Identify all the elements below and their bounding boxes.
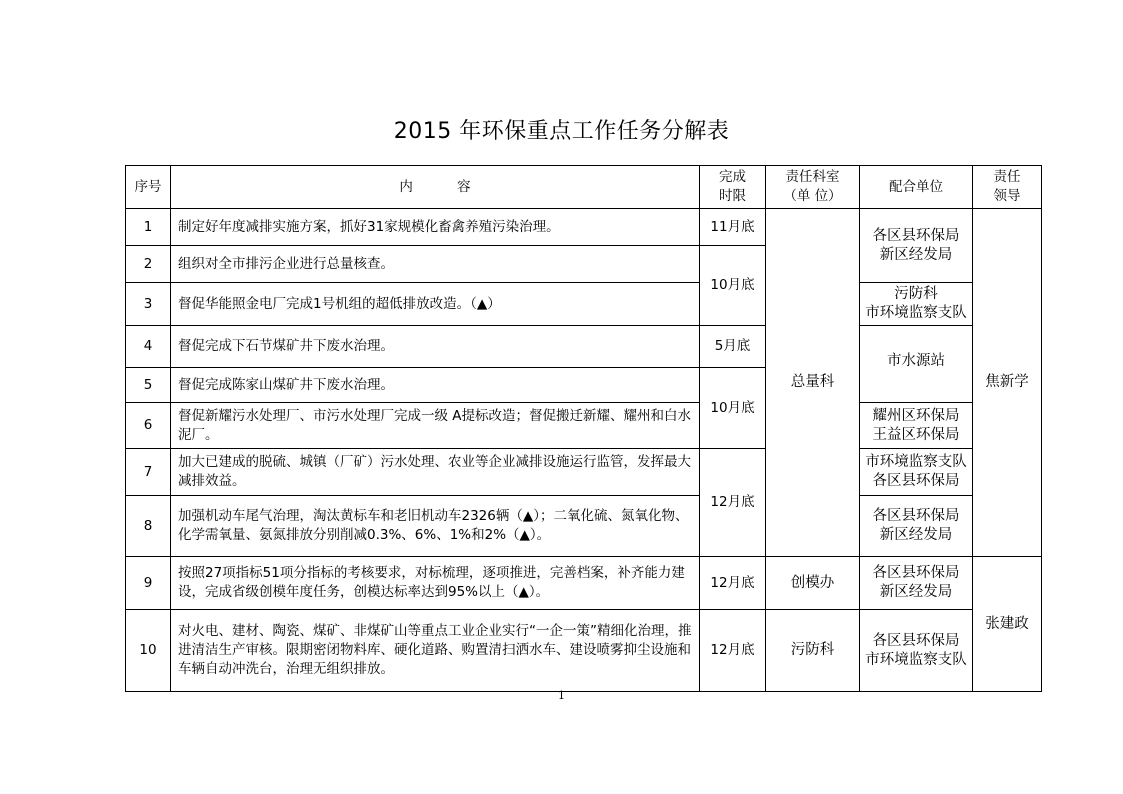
table-header-row	[126, 166, 1042, 209]
row-coop	[860, 449, 973, 496]
coop-line: 市环境监察支队	[865, 305, 967, 321]
row-content: 对火电、建材、陶瓷、煤矿、非煤矿山等重点工业企业实行“一企一策”精细化治理，推进清洁生产审核。限期密闭物料库、硬化道路、购置清扫洒水车、建设喷雾抑尘设施和车辆自动冲洗台，治理无组织排放。	[171, 610, 700, 692]
header-deadline-line2: 时限	[719, 188, 746, 204]
coop-line: 各区县环保局	[872, 565, 960, 581]
header-deadline	[700, 166, 766, 209]
table-row	[126, 557, 1042, 610]
table-row	[126, 326, 1042, 368]
row-coop	[860, 403, 973, 449]
row-number: 6	[126, 403, 171, 449]
row-content: 督促华能照金电厂完成1号机组的超低排放改造。（▲）	[171, 283, 700, 326]
coop-line: 市环境监察支队	[865, 454, 967, 470]
row-content: 组织对全市排污企业进行总量核查。	[171, 246, 700, 283]
row-content: 加大已建成的脱硫、城镇（厂矿）污水处理、农业等企业减排设施运行监管，发挥最大减排效益。	[171, 449, 700, 496]
row-deadline: 12月底	[700, 449, 766, 557]
row-number: 7	[126, 449, 171, 496]
table-row	[126, 449, 1042, 496]
row-dept: 污防科	[766, 610, 860, 692]
row-content: 加强机动车尾气治理，淘汰黄标车和老旧机动车2326辆（▲）；二氧化硫、氮氧化物、化学需氧量、氨氮排放分别削减0.3%、6%、1%和2%（▲）。	[171, 496, 700, 557]
header-leader-line2: 领导	[993, 188, 1021, 204]
row-coop	[860, 496, 973, 557]
coop-line: 新区经发局	[879, 246, 953, 263]
table-row	[126, 496, 1042, 557]
page-title: 2015 年环保重点工作任务分解表	[393, 119, 730, 144]
header-leader	[973, 166, 1042, 209]
coop-line: 市环境监察支队	[865, 651, 967, 668]
row-number: 8	[126, 496, 171, 557]
table-row	[126, 610, 1042, 692]
header-coop: 配合单位	[860, 166, 973, 209]
coop-line: 各区县环保局	[872, 632, 960, 649]
row-leader: 焦新学	[973, 209, 1042, 557]
coop-line: 新区经发局	[879, 584, 953, 600]
coop-line: 各区县环保局	[872, 227, 960, 244]
coop-line: 王益区环保局	[872, 426, 960, 443]
row-content: 督促完成陈家山煤矿井下废水治理。	[171, 368, 700, 403]
page-number: 1	[558, 689, 565, 702]
task-table	[125, 165, 1042, 692]
coop-line: 各区县环保局	[872, 473, 960, 489]
header-content: 内 容	[171, 166, 700, 209]
table-row	[126, 403, 1042, 449]
row-content: 督促新耀污水处理厂、市污水处理厂完成一级 A提标改造；督促搬迁新耀、耀州和白水泥厂。	[171, 403, 700, 449]
header-seq: 序号	[126, 166, 171, 209]
row-number: 3	[126, 283, 171, 326]
coop-line: 污防科	[894, 286, 938, 302]
row-number: 1	[126, 209, 171, 246]
row-number: 9	[126, 557, 171, 610]
row-deadline: 12月底	[700, 557, 766, 610]
coop-line: 耀州区环保局	[872, 407, 960, 424]
row-deadline: 11月底	[700, 209, 766, 246]
row-coop: 市水源站	[860, 326, 973, 403]
header-dept-line2: （单 位）	[783, 188, 842, 204]
coop-line: 新区经发局	[879, 527, 953, 543]
table-row	[126, 209, 1042, 246]
header-dept	[766, 166, 860, 209]
row-leader: 张建政	[973, 557, 1042, 692]
row-content: 制定好年度减排实施方案，抓好31家规模化畜禽养殖污染治理。	[171, 209, 700, 246]
coop-line: 各区县环保局	[872, 508, 960, 524]
row-coop	[860, 610, 973, 692]
table-row	[126, 283, 1042, 326]
header-leader-line1: 责任	[993, 169, 1021, 185]
row-number: 4	[126, 326, 171, 368]
row-dept: 创模办	[766, 557, 860, 610]
row-deadline: 10月底	[700, 246, 766, 326]
row-deadline: 5月底	[700, 326, 766, 368]
row-number: 5	[126, 368, 171, 403]
row-content: 督促完成下石节煤矿井下废水治理。	[171, 326, 700, 368]
row-coop	[860, 209, 973, 283]
row-content: 按照27项指标51项分指标的考核要求，对标梳理，逐项推进，完善档案，补齐能力建设，完成省级创模年度任务，创模达标率达到95%以上（▲）。	[171, 557, 700, 610]
row-deadline: 10月底	[700, 368, 766, 449]
row-coop	[860, 283, 973, 326]
row-number: 10	[126, 610, 171, 692]
row-coop	[860, 557, 973, 610]
header-deadline-line1: 完成	[719, 169, 746, 185]
row-deadline: 12月底	[700, 610, 766, 692]
row-number: 2	[126, 246, 171, 283]
row-dept: 总量科	[766, 209, 860, 557]
header-dept-line1: 责任科室	[785, 169, 840, 185]
